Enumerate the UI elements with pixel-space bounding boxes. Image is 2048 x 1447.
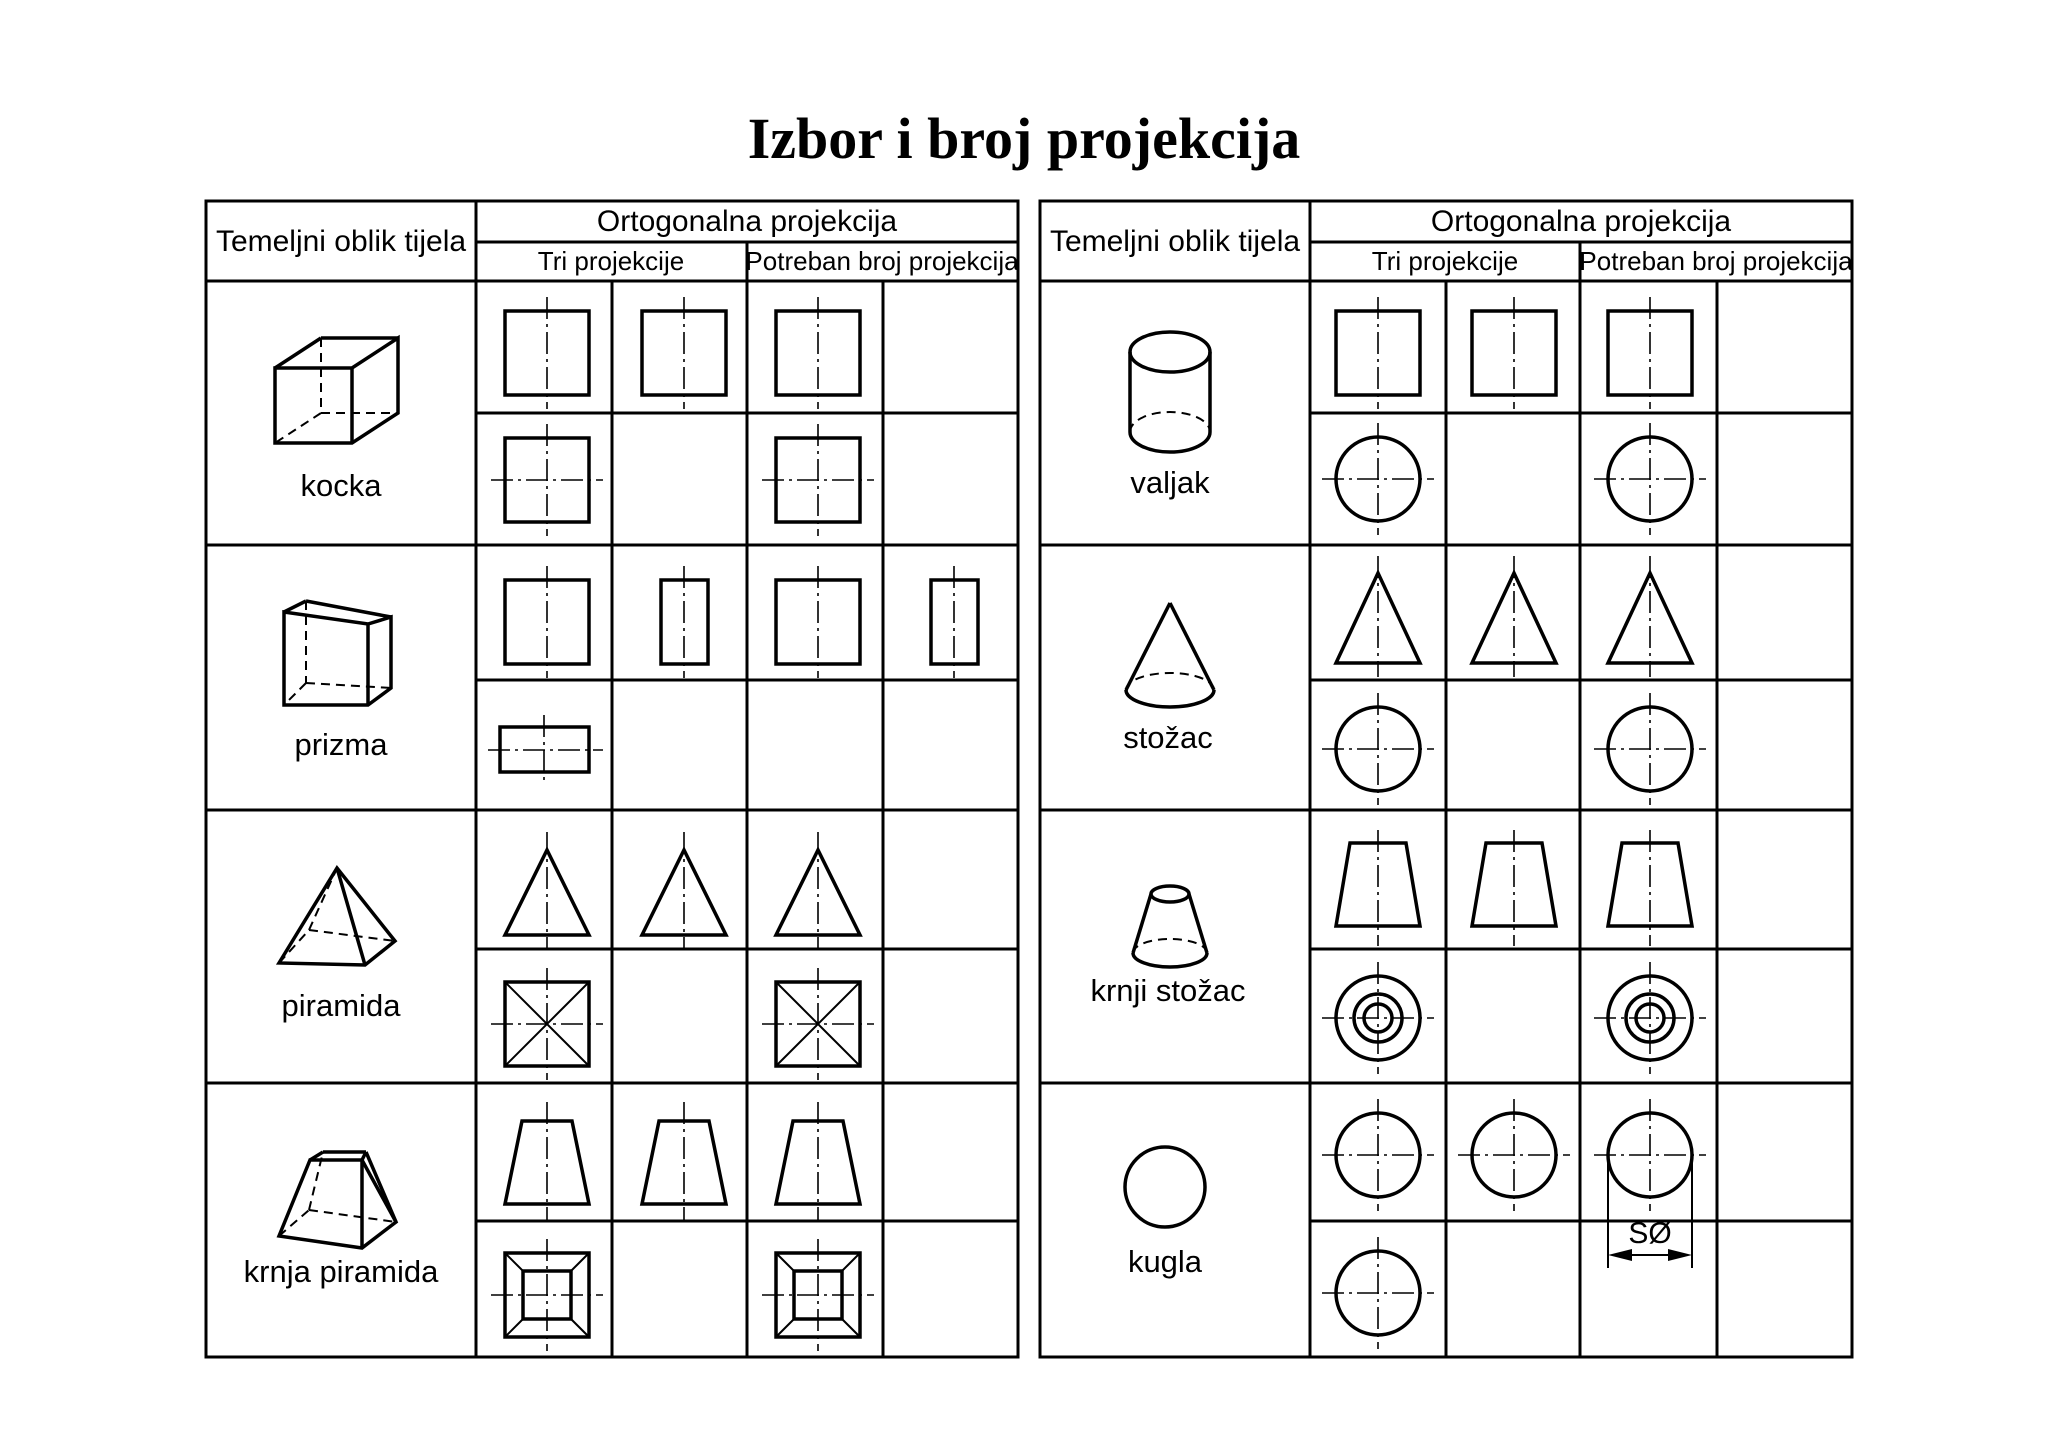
- shape-label-valjak: valjak: [1130, 465, 1210, 500]
- cube-needed-top: [762, 424, 874, 536]
- cube-front-view: [505, 297, 589, 409]
- shape-label-kugla: kugla: [1127, 1244, 1203, 1279]
- cylinder-side-view: [1472, 297, 1556, 409]
- cube-side-view: [642, 297, 726, 409]
- cone-top-view: [1322, 693, 1434, 805]
- cone-needed-top: [1594, 693, 1706, 805]
- cylinder-icon: [1130, 332, 1210, 452]
- cube-needed-front: [776, 297, 860, 409]
- right-header-needed: Potreban broj projekcija: [1579, 246, 1853, 276]
- pyramid-icon: [279, 868, 395, 965]
- right-header-ortho: Ortogonalna projekcija: [1430, 205, 1732, 238]
- pyramid-needed-top: [762, 968, 874, 1080]
- right-header-shape: Temeljni oblik tijela: [1049, 225, 1301, 258]
- shape-label-krnji-stozac: krnji stožac: [1090, 973, 1246, 1008]
- cube-icon: [275, 338, 398, 443]
- cone-side-view: [1472, 556, 1556, 677]
- shape-label-krnja-piramida: krnja piramida: [243, 1254, 439, 1289]
- frustum-pyramid-front-view: [505, 1102, 589, 1220]
- left-header-needed: Potreban broj projekcija: [745, 246, 1019, 276]
- pyramid-needed-front: [776, 832, 860, 948]
- frustum-cone-front-view: [1336, 830, 1420, 946]
- sphere-top-view: [1322, 1237, 1434, 1349]
- cylinder-needed-top: [1594, 423, 1706, 535]
- cone-needed-front: [1608, 556, 1692, 677]
- left-header-shape: Temeljni oblik tijela: [215, 225, 467, 258]
- sphere-icon: [1125, 1147, 1205, 1227]
- left-table: [206, 201, 1019, 1357]
- shape-label-kocka: kocka: [300, 468, 382, 503]
- sphere-diameter-label: SØ: [1628, 1217, 1672, 1250]
- frustum-cone-needed-front: [1608, 830, 1692, 946]
- cone-front-view: [1336, 556, 1420, 677]
- right-table: [1040, 201, 1853, 1357]
- cone-icon: [1126, 603, 1214, 707]
- cylinder-front-view: [1336, 297, 1420, 409]
- cube-top-view: [491, 424, 603, 536]
- shape-label-stozac: stožac: [1123, 720, 1213, 755]
- frustum-pyramid-top-view: [491, 1239, 603, 1351]
- frustum-pyramid-needed-top: [762, 1239, 874, 1351]
- pyramid-top-view: [491, 968, 603, 1080]
- frustum-cone-side-view: [1472, 830, 1556, 946]
- prism-needed-side: [931, 566, 978, 678]
- sphere-side-view: [1458, 1099, 1570, 1211]
- prism-side-view: [661, 566, 708, 678]
- prism-front-view: [505, 566, 589, 678]
- prism-needed-front: [776, 566, 860, 678]
- prism-top-view: [488, 715, 603, 784]
- frustum-pyramid-needed-front: [776, 1102, 860, 1220]
- shape-label-prizma: prizma: [294, 727, 388, 762]
- pyramid-front-view: [505, 832, 589, 948]
- sphere-front-view: [1322, 1099, 1434, 1211]
- left-header-three: Tri projekcije: [537, 246, 685, 276]
- cylinder-needed-front: [1608, 297, 1692, 409]
- left-header-ortho: Ortogonalna projekcija: [596, 205, 898, 238]
- frustum-cone-needed-top: [1594, 962, 1706, 1074]
- page-title: Izbor i broj projekcija: [747, 106, 1301, 171]
- frustum-pyramid-side-view: [642, 1102, 726, 1220]
- cylinder-top-view: [1322, 423, 1434, 535]
- sphere-needed-front: [1594, 1099, 1706, 1211]
- frustum-cone-top-view: [1322, 962, 1434, 1074]
- frustum-cone-icon: [1133, 886, 1207, 967]
- right-header-three: Tri projekcije: [1371, 246, 1519, 276]
- shape-label-piramida: piramida: [281, 988, 401, 1023]
- pyramid-side-view: [642, 832, 726, 948]
- prism-icon: [284, 601, 391, 705]
- frustum-pyramid-icon: [279, 1152, 396, 1248]
